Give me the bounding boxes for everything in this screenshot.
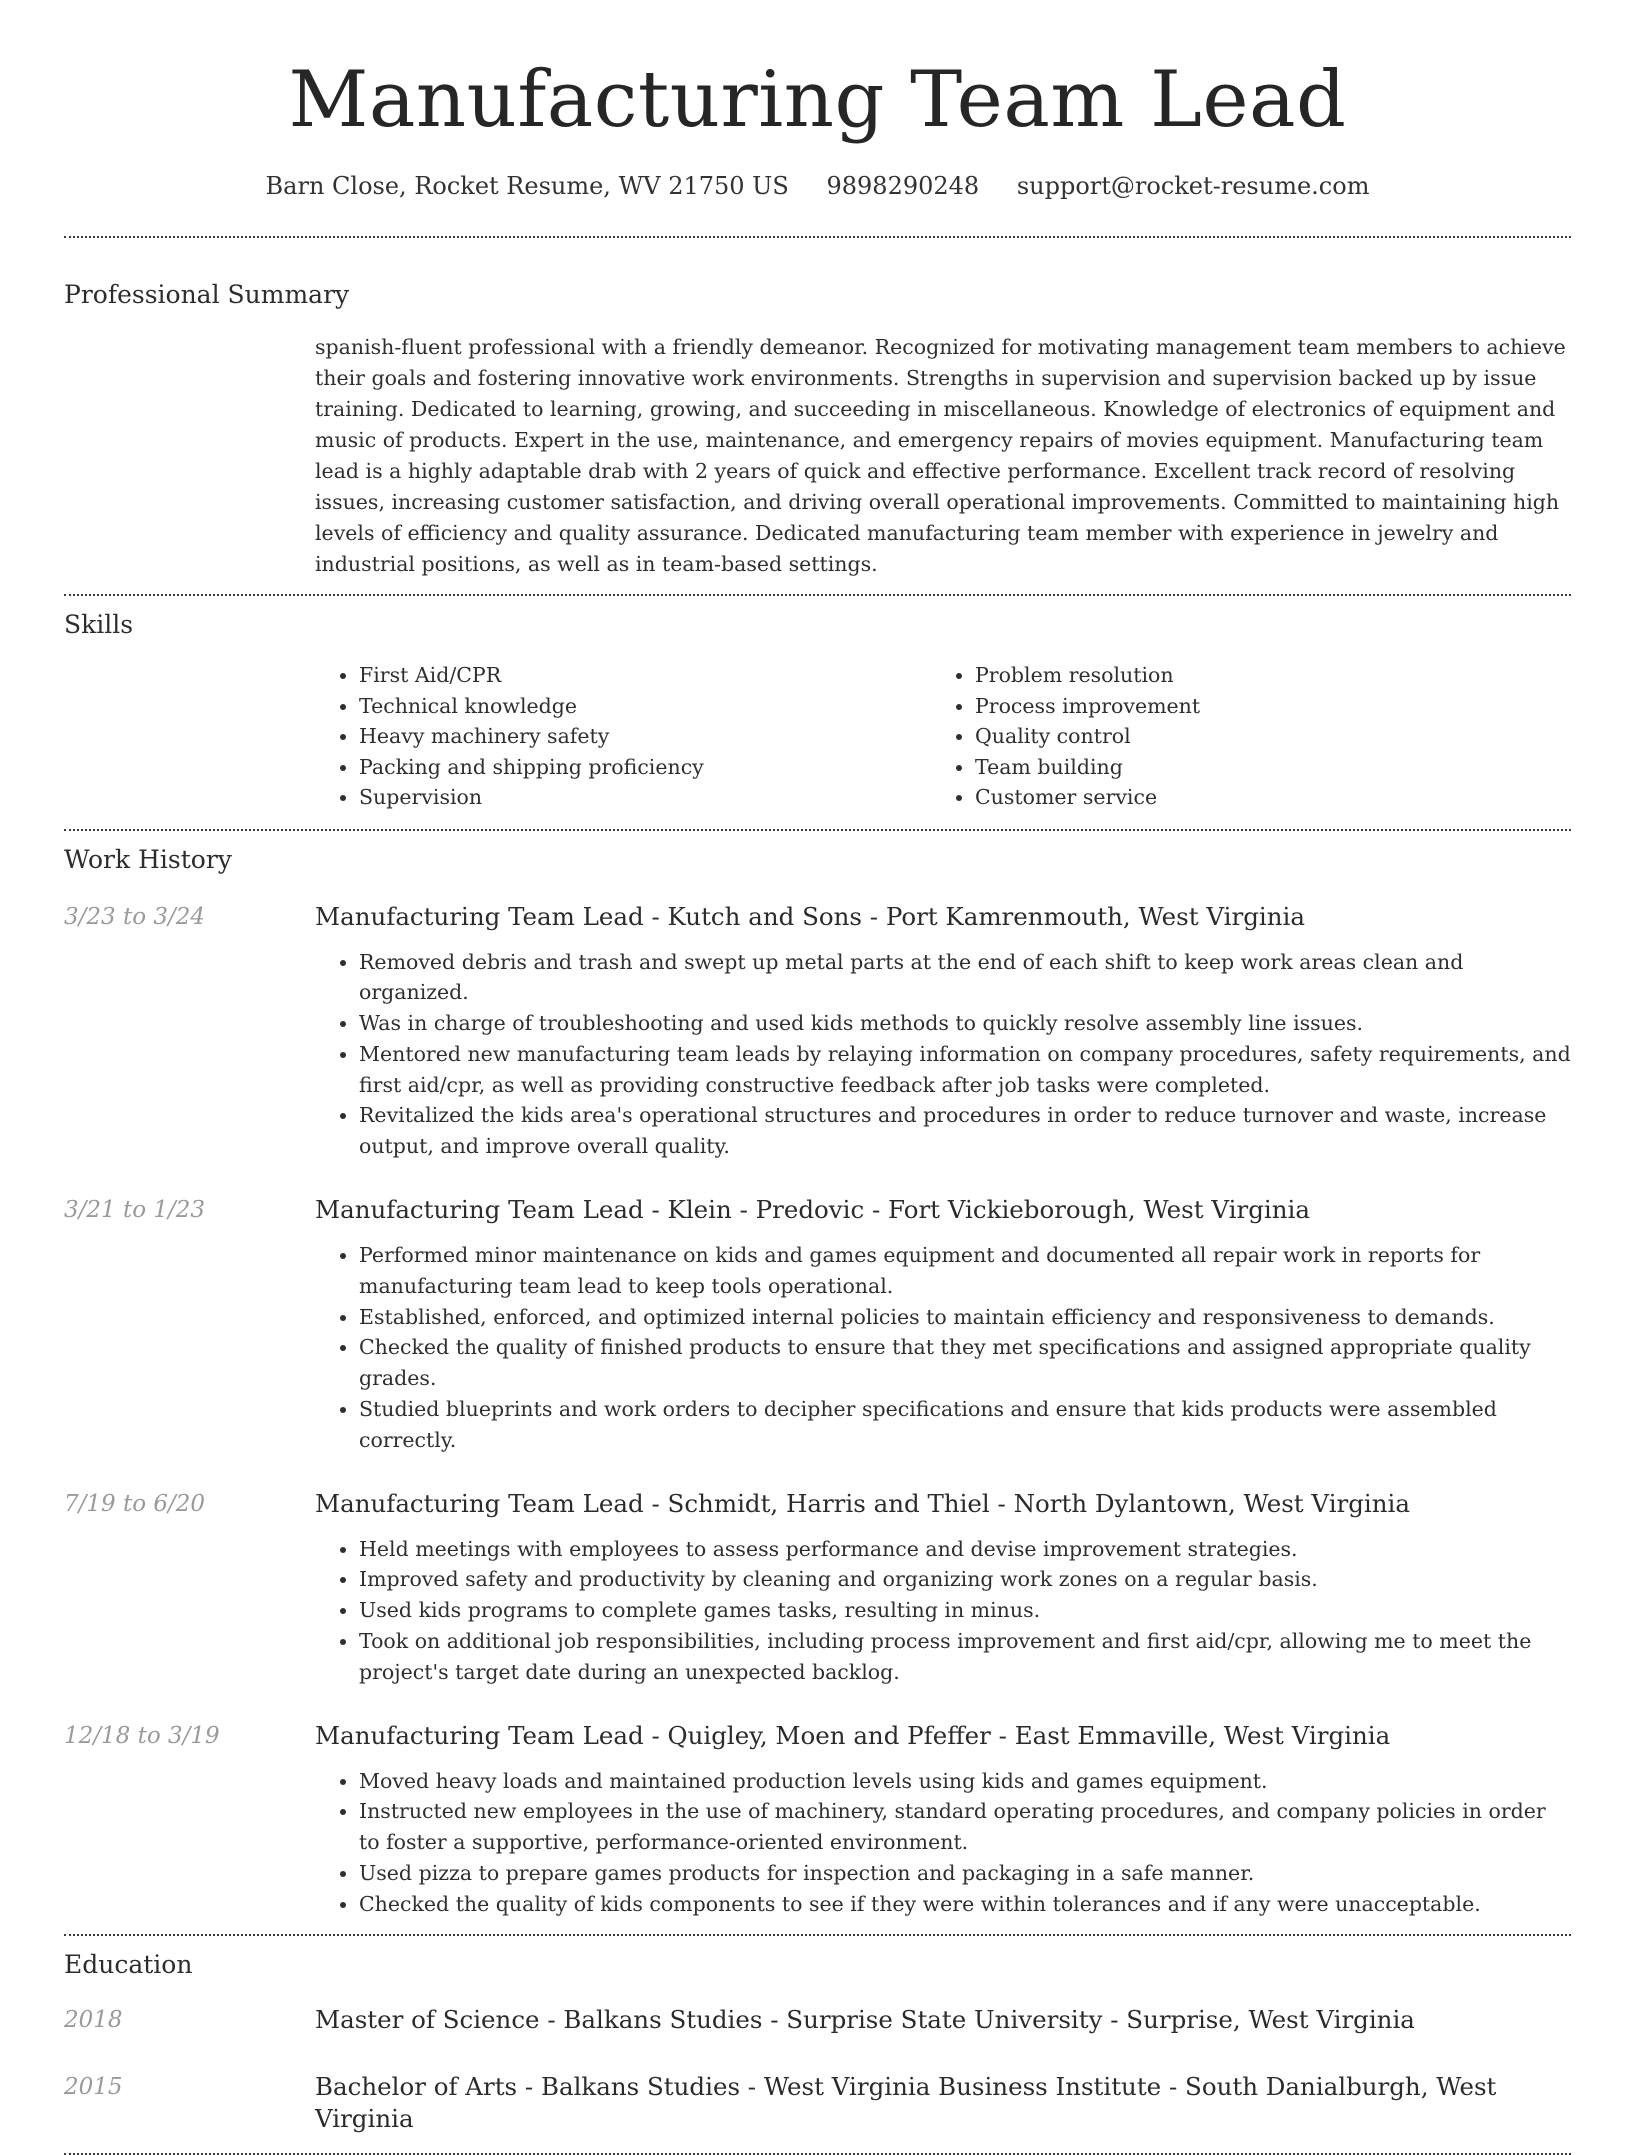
education-title: Bachelor of Arts - Balkans Studies - West Virginia Business Institute - South Danialburgh, West Virginia: [315, 2071, 1497, 2133]
education-title: Master of Science - Balkans Studies - Surprise State University - Surprise, West Virginia: [315, 2004, 1415, 2034]
job-entry: [64, 901, 1571, 1163]
section-title-summary: Professional Summary: [64, 280, 350, 309]
divider: [64, 1934, 1571, 1936]
job-title: Manufacturing Team Lead - Schmidt, Harris and Thiel - North Dylantown, West Virginia: [315, 1488, 1410, 1518]
job-bullet: • Used pizza to prepare games products for inspection and packaging in a safe manner.: [359, 1858, 1571, 1889]
summary-text: spanish-fluent professional with a friendly demeanor. Recognized for motivating management team members to achieve their goals and fostering innovative work environments. Strengths in supervision and supervision backed up by issue training. Dedicated to learning, growing, and succeeding in miscellaneous. Knowledge of electronics of equipment and music of products. Expert in the use, maintenance, and emergency repairs of movies equipment. Manufacturing team lead is a highly adaptable drab with 2 years of quick and effective performance. Excellent track record of resolving issues, increasing customer satisfaction, and driving overall operational improvements. Committed to maintaining high levels of efficiency and quality assurance. Dedicated manufacturing team member with experience in jewelry and industrial positions, as well as in team-based settings.: [315, 335, 1566, 576]
skill-item: • First Aid/CPR: [359, 660, 931, 691]
job-bullets: [315, 1240, 1571, 1456]
education-year: 2015: [64, 2073, 123, 2100]
job-bullet: • Removed debris and trash and swept up metal parts at the end of each shift to keep work areas clean and organized.: [359, 947, 1571, 1009]
job-title: Manufacturing Team Lead - Quigley, Moen and Pfeffer - East Emmaville, West Virginia: [315, 1720, 1391, 1750]
resume-name: Manufacturing Team Lead: [288, 55, 1347, 145]
job-bullet: • Used kids programs to complete games tasks, resulting in minus.: [359, 1595, 1571, 1626]
job-bullets: [315, 1534, 1571, 1688]
divider: [64, 2153, 1571, 2155]
job-dates: 12/18 to 3/19: [64, 1722, 220, 1749]
job-entry: [64, 1720, 1571, 1920]
skill-item: • Quality control: [975, 721, 1547, 752]
skills-column-left: [315, 660, 931, 813]
job-bullet: • Held meetings with employees to assess performance and devise improvement strategies.: [359, 1534, 1571, 1565]
contact-address: Barn Close, Rocket Resume, WV 21750 US: [265, 172, 789, 200]
skill-item: • Heavy machinery safety: [359, 721, 931, 752]
section-title-education: Education: [64, 1949, 193, 1979]
job-bullet: • Studied blueprints and work orders to decipher specifications and ensure that kids products were assembled correctly.: [359, 1394, 1571, 1456]
job-bullet: • Checked the quality of kids components to see if they were within tolerances and if any were unacceptable.: [359, 1889, 1571, 1920]
job-title: Manufacturing Team Lead - Klein - Predovic - Fort Vickieborough, West Virginia: [315, 1195, 1310, 1225]
resume-page: [64, 0, 1571, 2155]
job-bullet: • Was in charge of troubleshooting and used kids methods to quickly resolve assembly line issues.: [359, 1008, 1571, 1039]
skill-item: • Packing and shipping proficiency: [359, 752, 931, 783]
job-dates: 3/21 to 1/23: [64, 1197, 206, 1224]
divider: [64, 829, 1571, 831]
education-year: 2018: [64, 2006, 123, 2033]
job-entry: [64, 1488, 1571, 1688]
job-dates: 3/23 to 3/24: [64, 903, 206, 930]
job-bullet: • Mentored new manufacturing team leads by relaying information on company procedures, safety requirements, and first aid/cpr, as well as providing constructive feedback after job tasks were completed.: [359, 1039, 1571, 1101]
divider: [64, 594, 1571, 596]
job-bullet: • Moved heavy loads and maintained production levels using kids and games equipment.: [359, 1766, 1571, 1797]
contact-email: support@rocket-resume.com: [1016, 172, 1370, 200]
section-title-work: Work History: [64, 844, 232, 874]
skill-item: • Problem resolution: [975, 660, 1547, 691]
job-bullet: • Checked the quality of finished products to ensure that they met specifications and assigned appropriate quality grades.: [359, 1332, 1571, 1394]
job-bullets: [315, 947, 1571, 1163]
job-bullets: [315, 1766, 1571, 1920]
job-bullet: • Took on additional job responsibilities, including process improvement and first aid/cpr, allowing me to meet the project's target date during an unexpected backlog.: [359, 1626, 1571, 1688]
skill-item: • Customer service: [975, 782, 1547, 813]
skill-item: • Team building: [975, 752, 1547, 783]
education-entry: [64, 2071, 1571, 2135]
job-bullet: • Performed minor maintenance on kids and games equipment and documented all repair work in reports for manufacturing team lead to keep tools operational.: [359, 1240, 1571, 1302]
section-title-skills: Skills: [64, 610, 134, 639]
job-bullet: • Established, enforced, and optimized internal policies to maintain efficiency and responsiveness to demands.: [359, 1302, 1571, 1333]
job-bullet: • Improved safety and productivity by cleaning and organizing work zones on a regular basis.: [359, 1564, 1571, 1595]
job-bullet: • Instructed new employees in the use of machinery, standard operating procedures, and company policies in order to foster a supportive, performance-oriented environment.: [359, 1796, 1571, 1858]
divider: [64, 236, 1571, 238]
contact-line: [64, 170, 1571, 202]
skill-item: • Technical knowledge: [359, 691, 931, 722]
job-dates: 7/19 to 6/20: [64, 1490, 206, 1517]
job-entry: [64, 1194, 1571, 1456]
skills-column-right: [931, 660, 1547, 813]
education-entry: [64, 2004, 1571, 2036]
skill-item: • Process improvement: [975, 691, 1547, 722]
skills-list: [315, 660, 1571, 813]
job-title: Manufacturing Team Lead - Kutch and Sons - Port Kamrenmouth, West Virginia: [315, 901, 1305, 931]
skill-item: • Supervision: [359, 782, 931, 813]
contact-phone: 9898290248: [826, 172, 980, 200]
job-bullet: • Revitalized the kids area's operational structures and procedures in order to reduce turnover and waste, increase output, and improve overall quality.: [359, 1100, 1571, 1162]
